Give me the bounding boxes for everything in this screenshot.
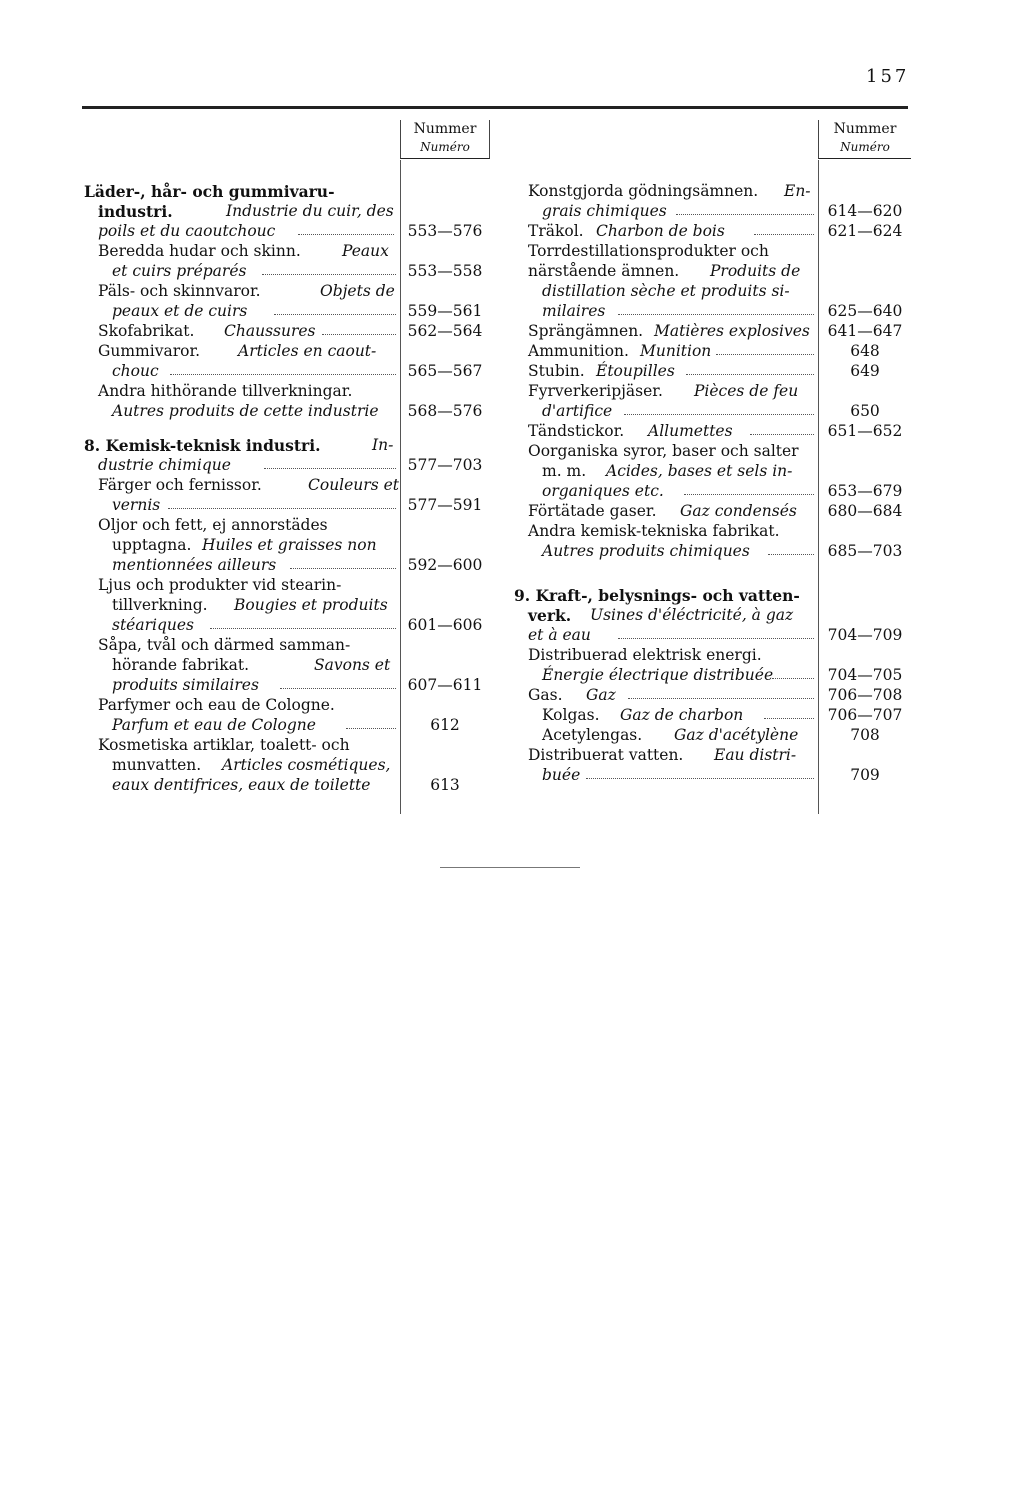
entry-row [514,726,910,745]
entry-row [514,242,910,261]
entry-text: Ljus och produkter vid stearin- [98,576,342,594]
section-title-cont: verk. [528,606,572,625]
entry-number: 592—600 [407,556,483,574]
entry-number: 553—558 [407,262,483,280]
entry-text-fr: organiques etc. [542,482,664,500]
entry-text: m. m. [542,462,587,480]
entry-text-fr: Munition [640,342,712,360]
leader-dots [346,728,396,729]
leader-dots [280,688,396,689]
leader-dots [628,698,814,699]
entry-text: hörande fabrikat. [112,656,250,674]
entry-text: Acetylengas. [542,726,643,744]
entry-text-fr: Gaz d'acétylène [674,726,799,744]
entry-text-fr: Eau distri- [714,746,797,764]
top-rule [82,106,908,109]
entry-row [514,686,910,705]
entry-row [514,262,910,281]
entry-text: Päls- och skinnvaror. [98,282,261,300]
entry-text: Färger och fernissor. [98,476,262,494]
section-title-cont: industri. [98,202,173,221]
entry-row [84,262,488,281]
entry-text: tillverkning. [112,596,208,614]
column-header-left [400,120,490,159]
entry-text-fr: Autres produits de cette industrie [112,402,379,420]
leader-dots [290,568,396,569]
entry-number: 568—576 [407,402,483,420]
entry-text-fr: Énergie électrique distribuée [542,666,774,684]
leader-dots [684,494,814,495]
section-title-fr: Industrie du cuir, des [226,202,394,220]
entry-text: Beredda hudar och skinn. [98,242,301,260]
entry-number: 653—679 [827,482,903,500]
entry-text: Konstgjorda gödningsämnen. [528,182,759,200]
entry-row [514,362,910,381]
entry-row [514,766,910,785]
header-nummer: Nummer [413,121,477,137]
entry-text: Träkol. [528,222,584,240]
entry-text-fr: d'artifice [542,402,613,420]
entry-text-fr: Produits de [710,262,801,280]
entry-row [84,456,488,475]
leader-dots [168,508,396,509]
entry-row [514,626,910,645]
entry-text-fr: vernis [112,496,161,514]
entry-text-fr: et cuirs préparés [112,262,247,280]
entry-row [514,482,910,501]
section-heading-8 [84,436,488,455]
entry-row [84,222,488,241]
leader-dots [676,214,814,215]
entry-text-fr: Gaz de charbon [620,706,744,724]
entry-row [84,596,488,615]
entry-text-fr: En- [784,182,811,200]
leader-dots [322,334,396,335]
entry-row [84,696,488,715]
leader-dots [618,314,814,315]
leader-dots [754,234,814,235]
entry-number: 706—708 [827,686,903,704]
entry-text: Fyrverkeripjäser. [528,382,663,400]
section-title-fr: In- [372,436,394,454]
leader-dots [618,638,814,639]
entry-number: 559—561 [407,302,483,320]
entry-text-fr: peaux et de cuirs [112,302,248,320]
entry-text: Distribuerad elektrisk energi. [528,646,762,664]
leader-dots [772,678,814,679]
leader-dots [210,628,396,629]
entry-text-fr: produits similaires [112,676,259,694]
entry-number: 704—709 [827,626,903,644]
entry-text-fr: eaux dentifrices, eaux de toilette [112,776,371,794]
entry-text-fr: Acides, bases et sels in- [606,462,793,480]
entry-row [84,282,488,301]
entry-number: 651—652 [827,422,903,440]
header-nummer: Nummer [833,121,897,137]
entry-row [84,556,488,575]
entry-number: 708 [850,726,880,744]
entry-text-fr: distillation sèche et produits si- [542,282,790,300]
column-header-right [818,120,911,159]
entry-text: munvatten. [112,756,202,774]
entry-text-fr: Huiles et graisses non [202,536,377,554]
entry-row [514,462,910,481]
entry-row [514,522,910,541]
entry-text-fr: chouc [112,362,159,380]
leader-dots [264,468,396,469]
entry-text: Tändstickor. [528,422,625,440]
entry-text-fr: Articles en caout- [238,342,377,360]
entry-row [514,422,910,441]
entry-row [514,182,910,201]
entry-number: 621—624 [827,222,903,240]
entry-row [514,706,910,725]
entry-number: 612 [430,716,460,734]
entry-text-fr: Savons et [314,656,391,674]
entry-number: 648 [850,342,880,360]
entry-text-fr: Parfum et eau de Cologne [112,716,316,734]
section-title: Läder-, hår- och gummivaru- [84,182,335,201]
entry-row [84,382,488,401]
entry-text: Gas. [528,686,563,704]
section-heading-9-cont [514,606,910,625]
leader-dots [274,314,396,315]
entry-row [514,646,910,665]
entry-row [514,302,910,321]
entry-text: Ammunition. [528,342,629,360]
entry-text-fr: stéariques [112,616,194,634]
entry-text-fr: Autres produits chimiques [542,542,750,560]
leader-dots [686,374,814,375]
entry-text: Skofabrikat. [98,322,195,340]
header-numero: Numéro [420,140,470,154]
entry-text-fr: Charbon de bois [596,222,725,240]
entry-row [84,516,488,535]
leader-dots [298,234,394,235]
entry-row [84,716,488,735]
entry-number: 649 [850,362,880,380]
section-title: 9. Kraft-, belysnings- och vatten- [514,586,800,605]
entry-number: 613 [430,776,460,794]
entry-row [84,362,488,381]
entry-text: Förtätade gaser. [528,502,657,520]
entry-row [84,402,488,421]
leader-dots [750,434,814,435]
header-numero: Numéro [840,140,890,154]
entry-row [84,496,488,515]
entry-text-fr: Objets de [320,282,395,300]
entry-text: närstående ämnen. [528,262,680,280]
entry-text-fr: Peaux [342,242,389,260]
entry-row [514,222,910,241]
entry-number: 685—703 [827,542,903,560]
entry-row [84,756,488,775]
entry-text: Distribuerat vatten. [528,746,684,764]
entry-text: Torrdestillationsprodukter och [528,242,769,260]
entry-row [84,342,488,361]
entry-row [84,536,488,555]
entry-row [514,342,910,361]
entry-text: Andra kemisk-tekniska fabrikat. [528,522,780,540]
entry-text-fr: mentionnées ailleurs [112,556,277,574]
entry-text: Parfymer och eau de Cologne. [98,696,335,714]
entry-number: 601—606 [407,616,483,634]
entry-number: 577—703 [407,456,483,474]
entry-text-fr: Pièces de feu [694,382,799,400]
entry-text-fr: milaires [542,302,606,320]
entry-row [84,656,488,675]
entry-text: Stubin. [528,362,585,380]
entry-row [84,322,488,341]
entry-text: Andra hithörande tillverkningar. [98,382,353,400]
entry-row [84,636,488,655]
leader-dots [764,718,814,719]
entry-text: Kolgas. [542,706,600,724]
entry-text-fr: dustrie chimique [98,456,231,474]
entry-row [514,402,910,421]
leader-dots [624,414,814,415]
entry-number: 614—620 [827,202,903,220]
entry-text-fr: Étoupilles [596,362,675,380]
entry-number: 553—576 [407,222,483,240]
entry-number: 607—611 [407,676,483,694]
section-heading-7-cont [84,202,488,221]
entry-text-fr: buée [542,766,581,784]
entry-text: Gummivaror. [98,342,201,360]
entry-row [514,202,910,221]
entry-text-fr: Articles cosmétiques, [222,756,391,774]
entry-row [514,382,910,401]
entry-row [514,442,910,461]
entry-row [84,302,488,321]
entry-row [514,746,910,765]
entry-row [84,576,488,595]
entry-row [514,542,910,561]
entry-text-fr: Allumettes [648,422,733,440]
entry-text-fr: grais chimiques [542,202,667,220]
entry-text-fr: Couleurs et [308,476,399,494]
leader-dots [170,374,396,375]
entry-number: 704—705 [827,666,903,684]
entry-text: upptagna. [112,536,192,554]
entry-text-fr: Gaz [586,686,616,704]
leader-dots [716,354,814,355]
leader-dots [262,274,396,275]
entry-text: Sprängämnen. [528,322,644,340]
entry-row [84,776,488,795]
entry-number: 706—707 [827,706,903,724]
entry-number: 641—647 [827,322,903,340]
entry-row [84,242,488,261]
entry-row [84,616,488,635]
entry-row [514,322,910,341]
section-title-fr: Usines d'éléctricité, à gaz [590,606,794,624]
entry-number: 577—591 [407,496,483,514]
section-heading-9 [514,586,910,605]
entry-text-fr: et à eau [528,626,591,644]
entry-text-fr: Gaz condensés [680,502,797,520]
entry-text: Kosmetiska artiklar, toalett- och [98,736,350,754]
entry-text: poils et du caoutchouc [98,222,276,240]
entry-row [514,282,910,301]
leader-dots [768,554,814,555]
entry-number: 650 [850,402,880,420]
entry-number: 709 [850,766,880,784]
entry-row [84,476,488,495]
entry-text-fr: Matières explosives [654,322,810,340]
section-heading-7 [84,182,488,201]
entry-text: Oljor och fett, ej annorstädes [98,516,328,534]
entry-text-fr: Bougies et produits [234,596,388,614]
entry-row [84,736,488,755]
leader-dots [586,778,814,779]
end-rule [440,867,580,868]
entry-number: 625—640 [827,302,903,320]
entry-row [514,502,910,521]
page-number: 157 [866,66,910,87]
entry-text: Såpa, tvål och därmed samman- [98,636,351,654]
entry-number: 680—684 [827,502,903,520]
entry-text: Oorganiska syror, baser och salter [528,442,799,460]
section-title: 8. Kemisk-teknisk industri. [84,436,321,455]
entry-number: 565—567 [407,362,483,380]
entry-number: 562—564 [407,322,483,340]
entry-row [514,666,910,685]
entry-text-fr: Chaussures [224,322,316,340]
entry-row [84,676,488,695]
